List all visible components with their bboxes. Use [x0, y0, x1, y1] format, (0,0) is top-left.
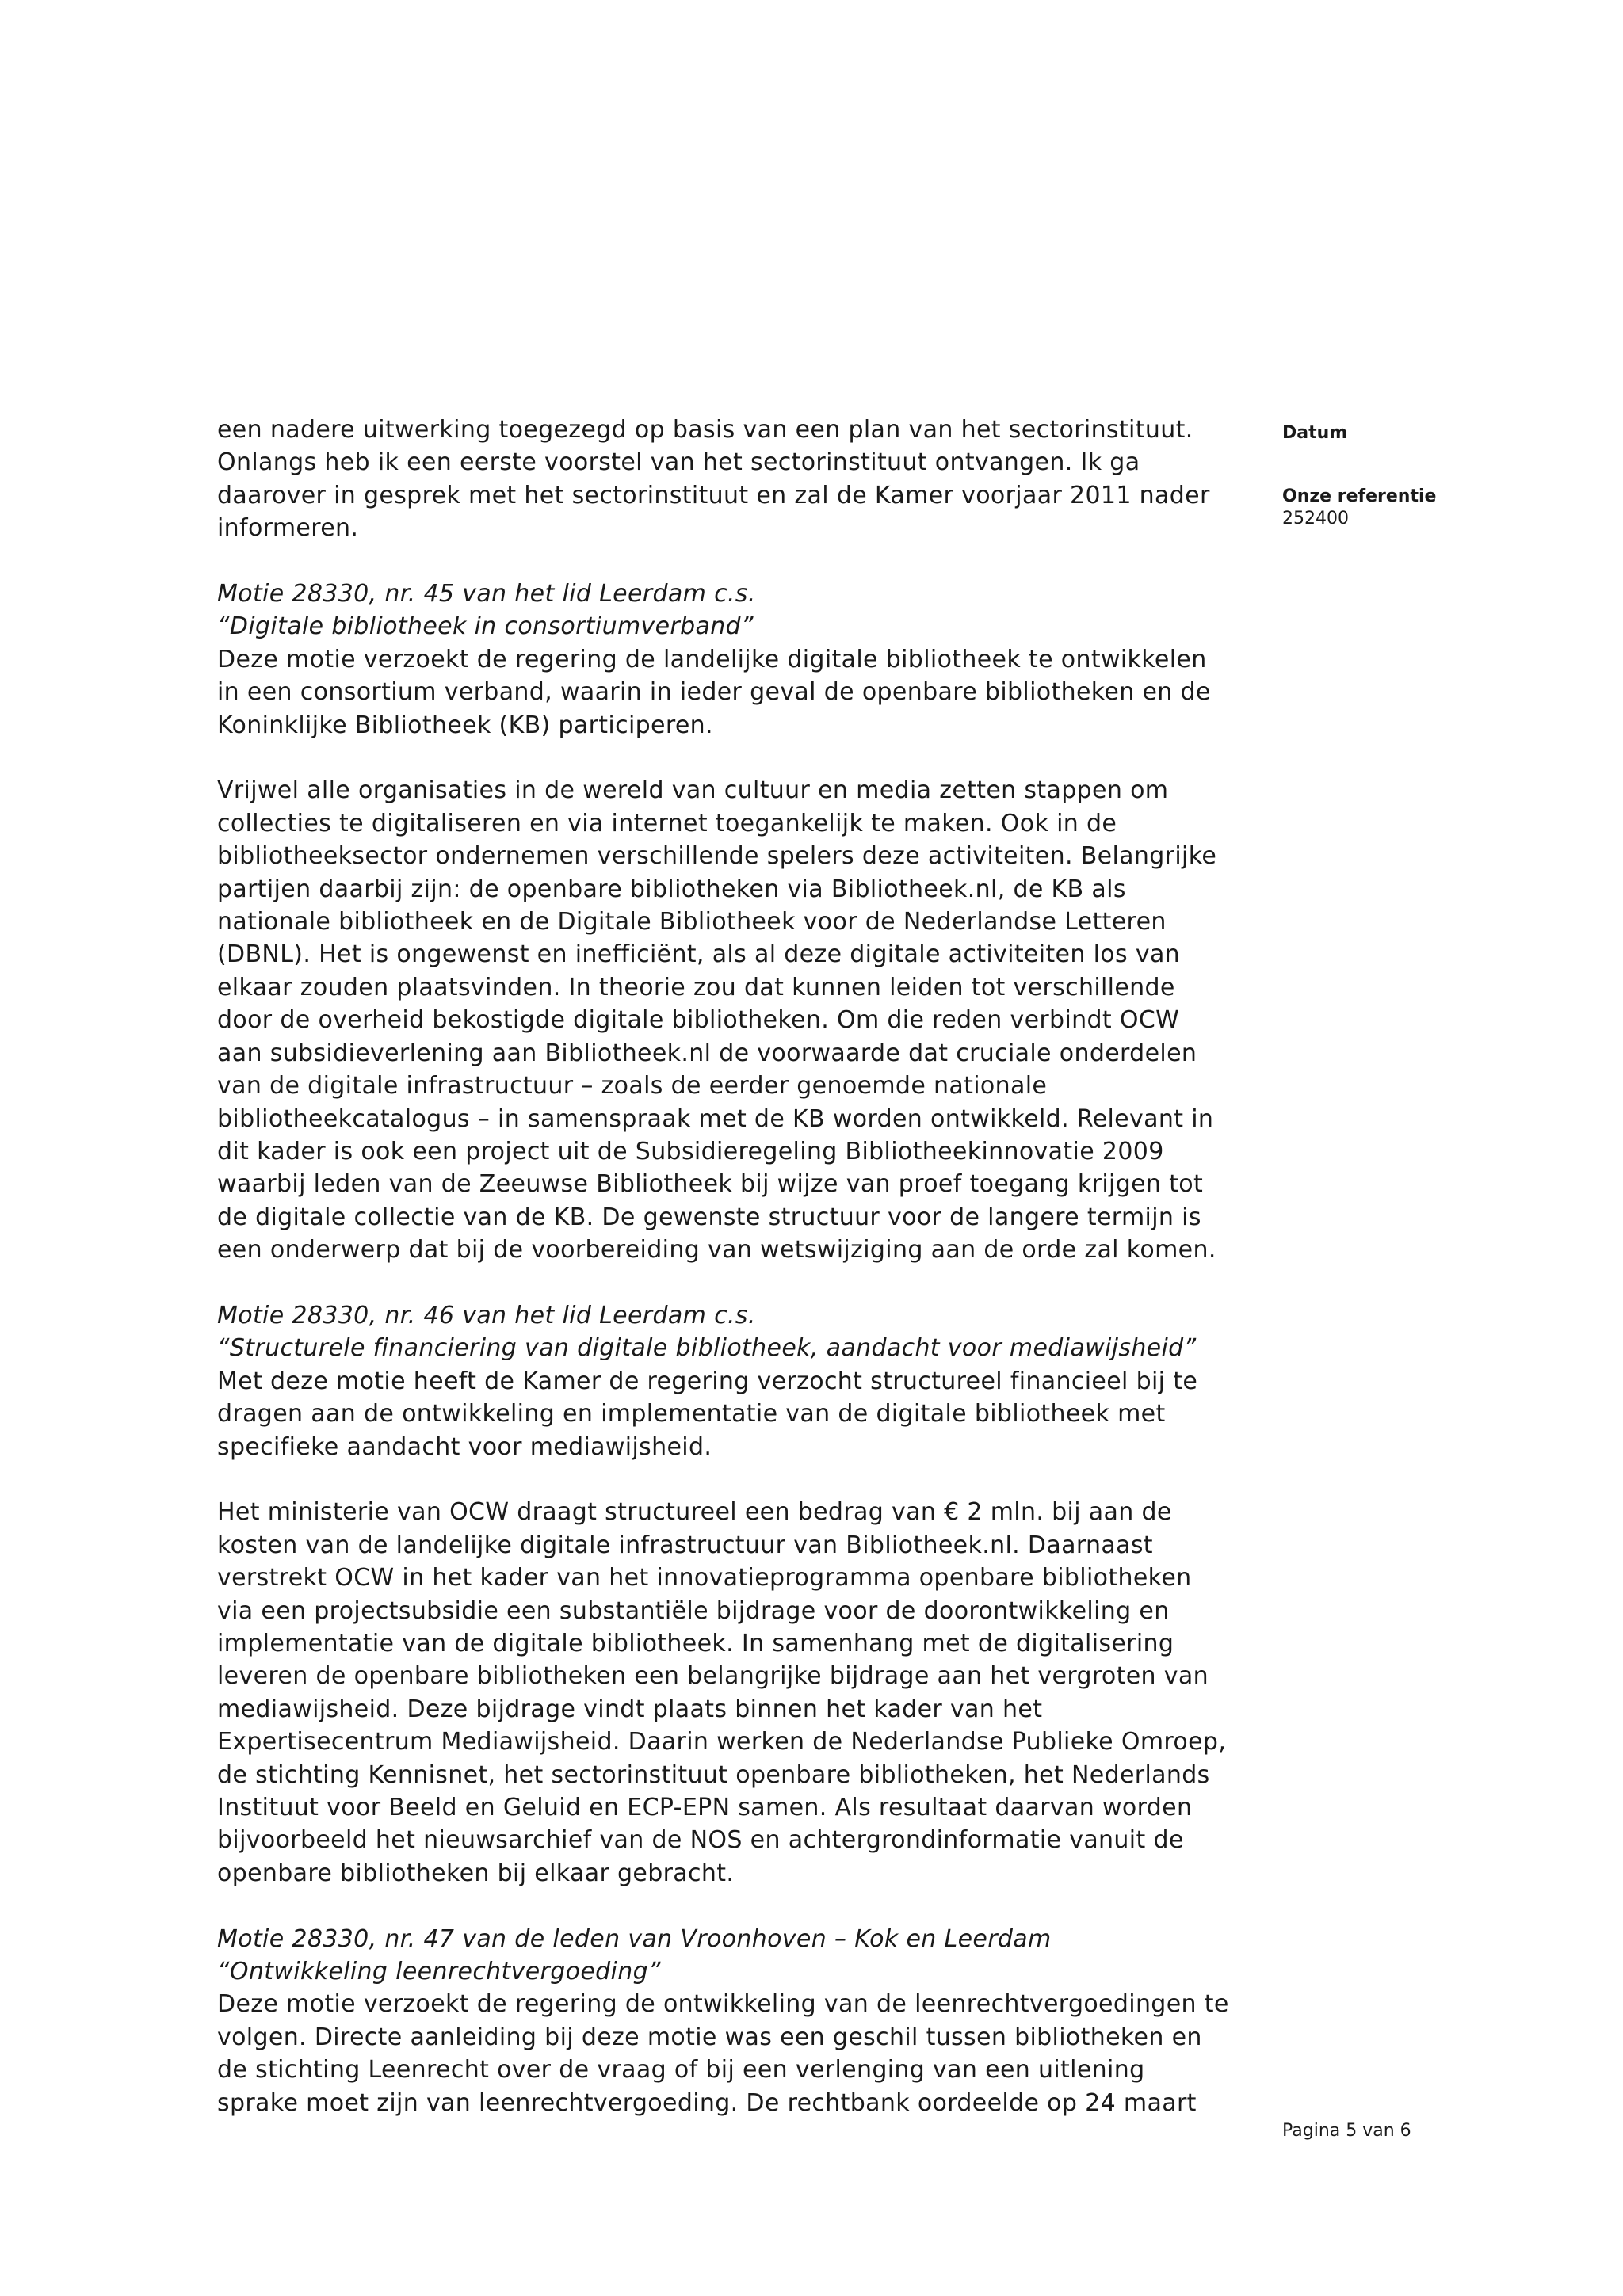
text-line: partijen daarbij zijn: de openbare bibliotheken via Bibliotheek.nl, de KB als: [217, 875, 1126, 903]
text-line: Vrijwel alle organisaties in de wereld van cultuur en media zetten stappen om: [217, 776, 1169, 805]
text-line: Instituut voor Beeld en Geluid en ECP-EPN samen. Als resultaat daarvan worden: [217, 1794, 1193, 1821]
text-line: dit kader is ook een project uit de Subsidieregeling Bibliotheekinnovatie 2009: [217, 1137, 1164, 1165]
text-line: bibliotheekcatalogus – in samenspraak met de KB worden ontwikkeld. Relevant in: [217, 1104, 1214, 1133]
reference-label: Onze referentie: [1282, 486, 1437, 506]
text-line: informeren.: [217, 514, 359, 543]
text-line: specifieke aandacht voor mediawijsheid.: [217, 1432, 712, 1461]
text-line: (DBNL). Het is ongewenst en inefficiënt, als al deze digitale activiteiten los van: [217, 940, 1181, 969]
text-line: openbare bibliotheken bij elkaar gebracht.: [217, 1859, 735, 1887]
text-line: Deze motie verzoekt de regering de landelijke digitale bibliotheek te ontwikkelen: [217, 645, 1207, 673]
paragraph-digitalisering: [217, 774, 1263, 1266]
text-line: waarbij leden van de Zeeuwse Bibliotheek bij wijze van proef toegang krijgen tot: [217, 1170, 1204, 1199]
text-line: van de digitale infrastructuur – zoals de eerder genoemde nationale: [217, 1072, 1048, 1100]
text-line: Deze motie verzoekt de regering de ontwikkeling van de leenrechtvergoedingen te: [217, 1990, 1229, 2019]
text-line: sprake moet zijn van leenrechtvergoeding. De rechtbank oordeelde op 24 maart: [217, 2088, 1197, 2117]
text-line: een onderwerp dat bij de voorbereiding van wetswijziging aan de orde zal komen.: [217, 1236, 1216, 1264]
reference-value: 252400: [1282, 509, 1349, 528]
text-line: aan subsidieverlening aan Bibliotheek.nl de voorwaarde dat cruciale onderdelen: [217, 1039, 1197, 1067]
motie-title: “Structurele financiering van digitale bibliotheek, aandacht voor mediawijsheid”: [217, 1334, 1197, 1363]
motie-title: “Digitale bibliotheek in consortiumverband”: [217, 612, 754, 641]
date-label: Datum: [1282, 423, 1348, 443]
text-line: volgen. Directe aanleiding bij deze motie was een geschil tussen bibliotheken en: [217, 2023, 1202, 2051]
text-line: bijvoorbeeld het nieuwsarchief van de NOS en achtergrondinformatie vanuit de: [217, 1826, 1184, 1855]
motie-title: “Ontwikkeling leenrechtvergoeding”: [217, 1958, 661, 1986]
text-line: via een projectsubsidie een substantiële bijdrage voor de doorontwikkeling en: [217, 1596, 1170, 1625]
page-number: Pagina 5 van 6: [1282, 2121, 1411, 2141]
text-line: dragen aan de ontwikkeling en implementatie van de digitale bibliotheek met: [217, 1400, 1166, 1428]
text-line: de digitale collectie van de KB. De gewenste structuur voor de langere termijn is: [217, 1203, 1201, 1231]
text-line: door de overheid bekostigde digitale bibliotheken. Om die reden verbindt OCW: [217, 1006, 1180, 1035]
text-line: de stichting Leenrecht over de vraag of bij een verlenging van een uitlening: [217, 2056, 1145, 2084]
text-line: bibliotheeksector ondernemen verschillende spelers deze activiteiten. Belangrijke: [217, 842, 1217, 871]
date-block: [1282, 422, 1544, 444]
paragraph-motie-45: [217, 578, 1263, 742]
text-line: implementatie van de digitale bibliotheek. In samenhang met de digitalisering: [217, 1629, 1174, 1657]
text-line: daarover in gesprek met het sectorinstituut en zal de Kamer voorjaar 2011 nader: [217, 481, 1210, 509]
text-line: collecties te digitaliseren en via internet toegankelijk te maken. Ook in de: [217, 809, 1117, 837]
text-line: Het ministerie van OCW draagt structureel een bedrag van € 2 mln. bij aan de: [217, 1498, 1172, 1527]
text-line: mediawijsheid. Deze bijdrage vindt plaats binnen het kader van het: [217, 1695, 1043, 1723]
paragraph-motie-46: [217, 1299, 1263, 1463]
text-line: Onlangs heb ik een eerste voorstel van het sectorinstituut ontvangen. Ik ga: [217, 448, 1140, 477]
paragraph-motie-47: [217, 1923, 1263, 2119]
text-line: de stichting Kennisnet, het sectorinstituut openbare bibliotheken, het Nederlands: [217, 1760, 1210, 1789]
text-line: nationale bibliotheek en de Digitale Bibliotheek voor de Nederlandse Letteren: [217, 908, 1167, 936]
document-body: [217, 414, 1263, 2152]
text-line: verstrekt OCW in het kader van het innovatieprogramma openbare bibliotheken: [217, 1564, 1192, 1592]
text-line: kosten van de landelijke digitale infrastructuur van Bibliotheek.nl. Daarnaast: [217, 1531, 1153, 1559]
motie-heading: Motie 28330, nr. 45 van het lid Leerdam c.s.: [217, 580, 756, 608]
text-line: Expertisecentrum Mediawijsheid. Daarin werken de Nederlandse Publieke Omroep,: [217, 1728, 1227, 1756]
motie-heading: Motie 28330, nr. 46 van het lid Leerdam c.s.: [217, 1301, 756, 1329]
motie-heading: Motie 28330, nr. 47 van de leden van Vroonhoven – Kok en Leerdam: [217, 1924, 1052, 1953]
paragraph-intro: [217, 414, 1263, 545]
text-line: een nadere uitwerking toegezegd op basis van een plan van het sectorinstituut.: [217, 416, 1193, 444]
text-line: Koninklijke Bibliotheek (KB) participeren.: [217, 711, 713, 739]
reference-block: [1282, 486, 1544, 530]
text-line: leveren de openbare bibliotheken een belangrijke bijdrage aan het vergroten van: [217, 1662, 1209, 1691]
text-line: Met deze motie heeft de Kamer de regering verzocht structureel financieel bij te: [217, 1367, 1198, 1395]
text-line: in een consortium verband, waarin in ieder geval de openbare bibliotheken en de: [217, 678, 1211, 707]
paragraph-ministerie: [217, 1496, 1263, 1890]
text-line: elkaar zouden plaatsvinden. In theorie zou dat kunnen leiden tot verschillende: [217, 973, 1175, 1001]
document-sidebar: [1282, 422, 1544, 530]
